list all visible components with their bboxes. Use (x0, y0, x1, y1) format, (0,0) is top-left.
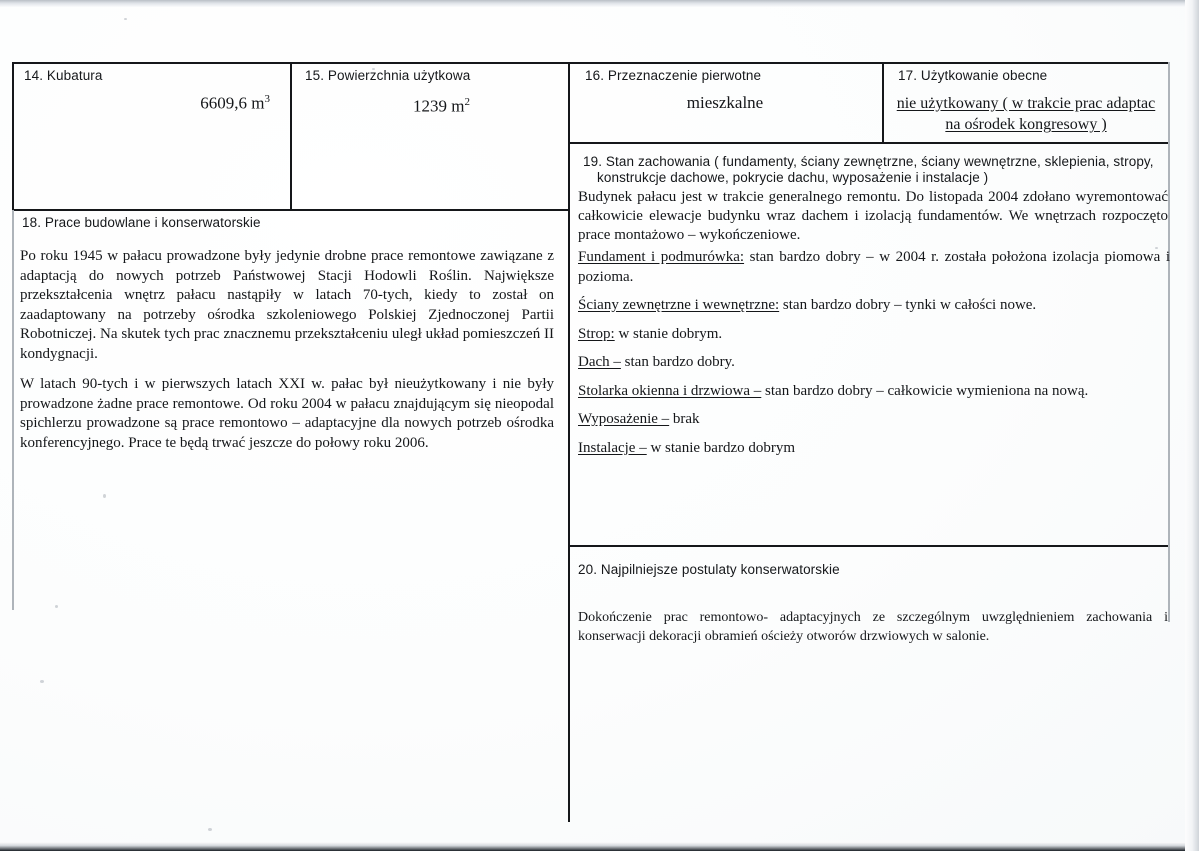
field-14-value (110, 93, 270, 114)
row-16-17-bottom-border (568, 142, 1170, 144)
field-15-value-text: 1239 m (413, 96, 465, 116)
field-19-label-line1: 19. Stan zachowania ( fundamenty, ściany zewnętrzne, ściany wewnętrzne, sklepienia, stropy, (583, 154, 1154, 169)
field-19-item (578, 248, 1170, 287)
field-19-item-term: Wyposażenie – (578, 411, 670, 427)
field-19-item-desc: stan bardzo dobry – w 2004 r. została położona izolacja piomowa i pozioma. (578, 249, 1170, 285)
field-19-item (578, 296, 1170, 316)
field-18-body (20, 247, 554, 453)
scan-speck (208, 828, 212, 831)
field-17-label: 17. Użytkowanie obecne (898, 68, 1048, 83)
table-center-divider (568, 62, 570, 822)
field-19-item-desc: w stanie bardzo dobrym (646, 439, 796, 456)
field-19-item-desc: w stanie dobrym. (614, 325, 723, 342)
field-15-exponent: 2 (464, 96, 470, 108)
field-19-item-term: Instalacje – (578, 439, 647, 456)
field-18-paragraph: W latach 90-tych i w pierwszych latach XXI w. pałac był nieużytkowany i nie były prowadzone żadne prace remontowe. Od roku 2004 w pałacu znajdującym się nieopodal spichlerzu prowadzone są prace remontowo – adaptacyjne dla nowych potrzeb ośrodka konferencyjnego. Prace te będą trwać jeszcze do połowy roku 2006. (20, 376, 554, 451)
field-19-item-term: Fundament i podmurówka: (578, 249, 745, 265)
field-19-item-term: Ściany zewnętrzne i wewnętrzne: (578, 297, 780, 313)
field-20-body (578, 608, 1168, 647)
scan-speck (124, 18, 127, 20)
table-top-border (12, 62, 1170, 64)
field-16-value: mieszkalne (686, 93, 764, 112)
scan-edge-bottom (0, 842, 1199, 851)
field-14-exponent: 3 (264, 93, 270, 105)
field-14-value-text: 6609,6 m (200, 93, 265, 113)
field-19-item (578, 382, 1170, 402)
scan-speck (55, 605, 58, 608)
table-left-border-lower (12, 210, 14, 610)
field-19-label-line2: konstrukcje dachowe, pokrycie dachu, wyposażenie i instalacje ) (597, 170, 989, 185)
field-20-label: 20. Najpilniejsze postulaty konserwatorskie (578, 562, 840, 577)
field-20-text: Dokończenie prac remontowo- adaptacyjnych ze szczególnym uwzględnieniem zachowania i konserwacji dekoracji obramień ościeży otworów drzwiowych w salonie. (578, 610, 1168, 645)
field-17-value-line1: nie użytkowany ( w trakcie prac adaptac (896, 95, 1156, 112)
table-left-border (12, 62, 14, 210)
scan-speck (103, 494, 106, 498)
field-19-item (578, 439, 1170, 459)
field-15-value (300, 96, 470, 117)
field-18-paragraph: Po roku 1945 w pałacu prowadzone były jedynie drobne prace remontowe zawiązane z adaptacją do nowych potrzeb Państwowej Stacji Hodowli Roślin. Największe przekształcenia wnętrz pałacu nastąpiły w latach 70-tych, kiedy to został on zaadaptowany na potrzeby ośrodka szkoleniowego Polskiej Zjednoczonej Partii Robotniczej. Na skutek tych prac znacznemu przekształceniu uległ układ pomieszczeń II kondygnacji. (20, 248, 554, 362)
field-19-item-term: Stolarka okienna i drzwiowa – (578, 382, 762, 399)
field-19-item-desc: brak (669, 411, 700, 427)
field-17-value-line2: na ośrodek kongresowy ) (945, 116, 1107, 133)
field-15-label: 15. Powierzchnia użytkowa (305, 68, 471, 83)
field-19-items (578, 248, 1170, 458)
field-19-item-desc: stan bardzo dobry – całkowicie wymieniona na nową. (761, 382, 1089, 399)
scan-edge-top (0, 0, 1199, 7)
field-16-label: 16. Przeznaczenie pierwotne (585, 68, 762, 83)
scan-speck (40, 680, 44, 683)
field-19-item (578, 325, 1170, 345)
field-19-item-term: Dach – (578, 354, 621, 370)
cell-16-17-divider (882, 62, 884, 143)
field-19-item (578, 353, 1170, 373)
field-19-item-desc: stan bardzo dobry – tynki w całości nowe. (779, 297, 1037, 313)
field-14-label: 14. Kubatura (24, 68, 103, 83)
field-19-item-desc: stan bardzo dobry. (620, 354, 735, 370)
field-19-intro-text: Budynek pałacu jest w trakcie generalnego remontu. Do listopada 2004 zdołano wyremontować całkowicie elewacje budynku wraz dachem i izolacją fundamentów. We wnętrzach rozpoczęto prace montażowo – wykończeniowe. (578, 189, 1168, 244)
field-19-intro (578, 188, 1168, 246)
cell-14-15-divider (290, 62, 292, 210)
field-19-item (578, 410, 1170, 430)
field-18-label: 18. Prace budowlane i konserwatorskie (22, 215, 261, 230)
scan-edge-right (1185, 0, 1199, 851)
row-19-20-divider-border (568, 545, 1170, 547)
field-19-item-term: Strop: (578, 325, 615, 342)
